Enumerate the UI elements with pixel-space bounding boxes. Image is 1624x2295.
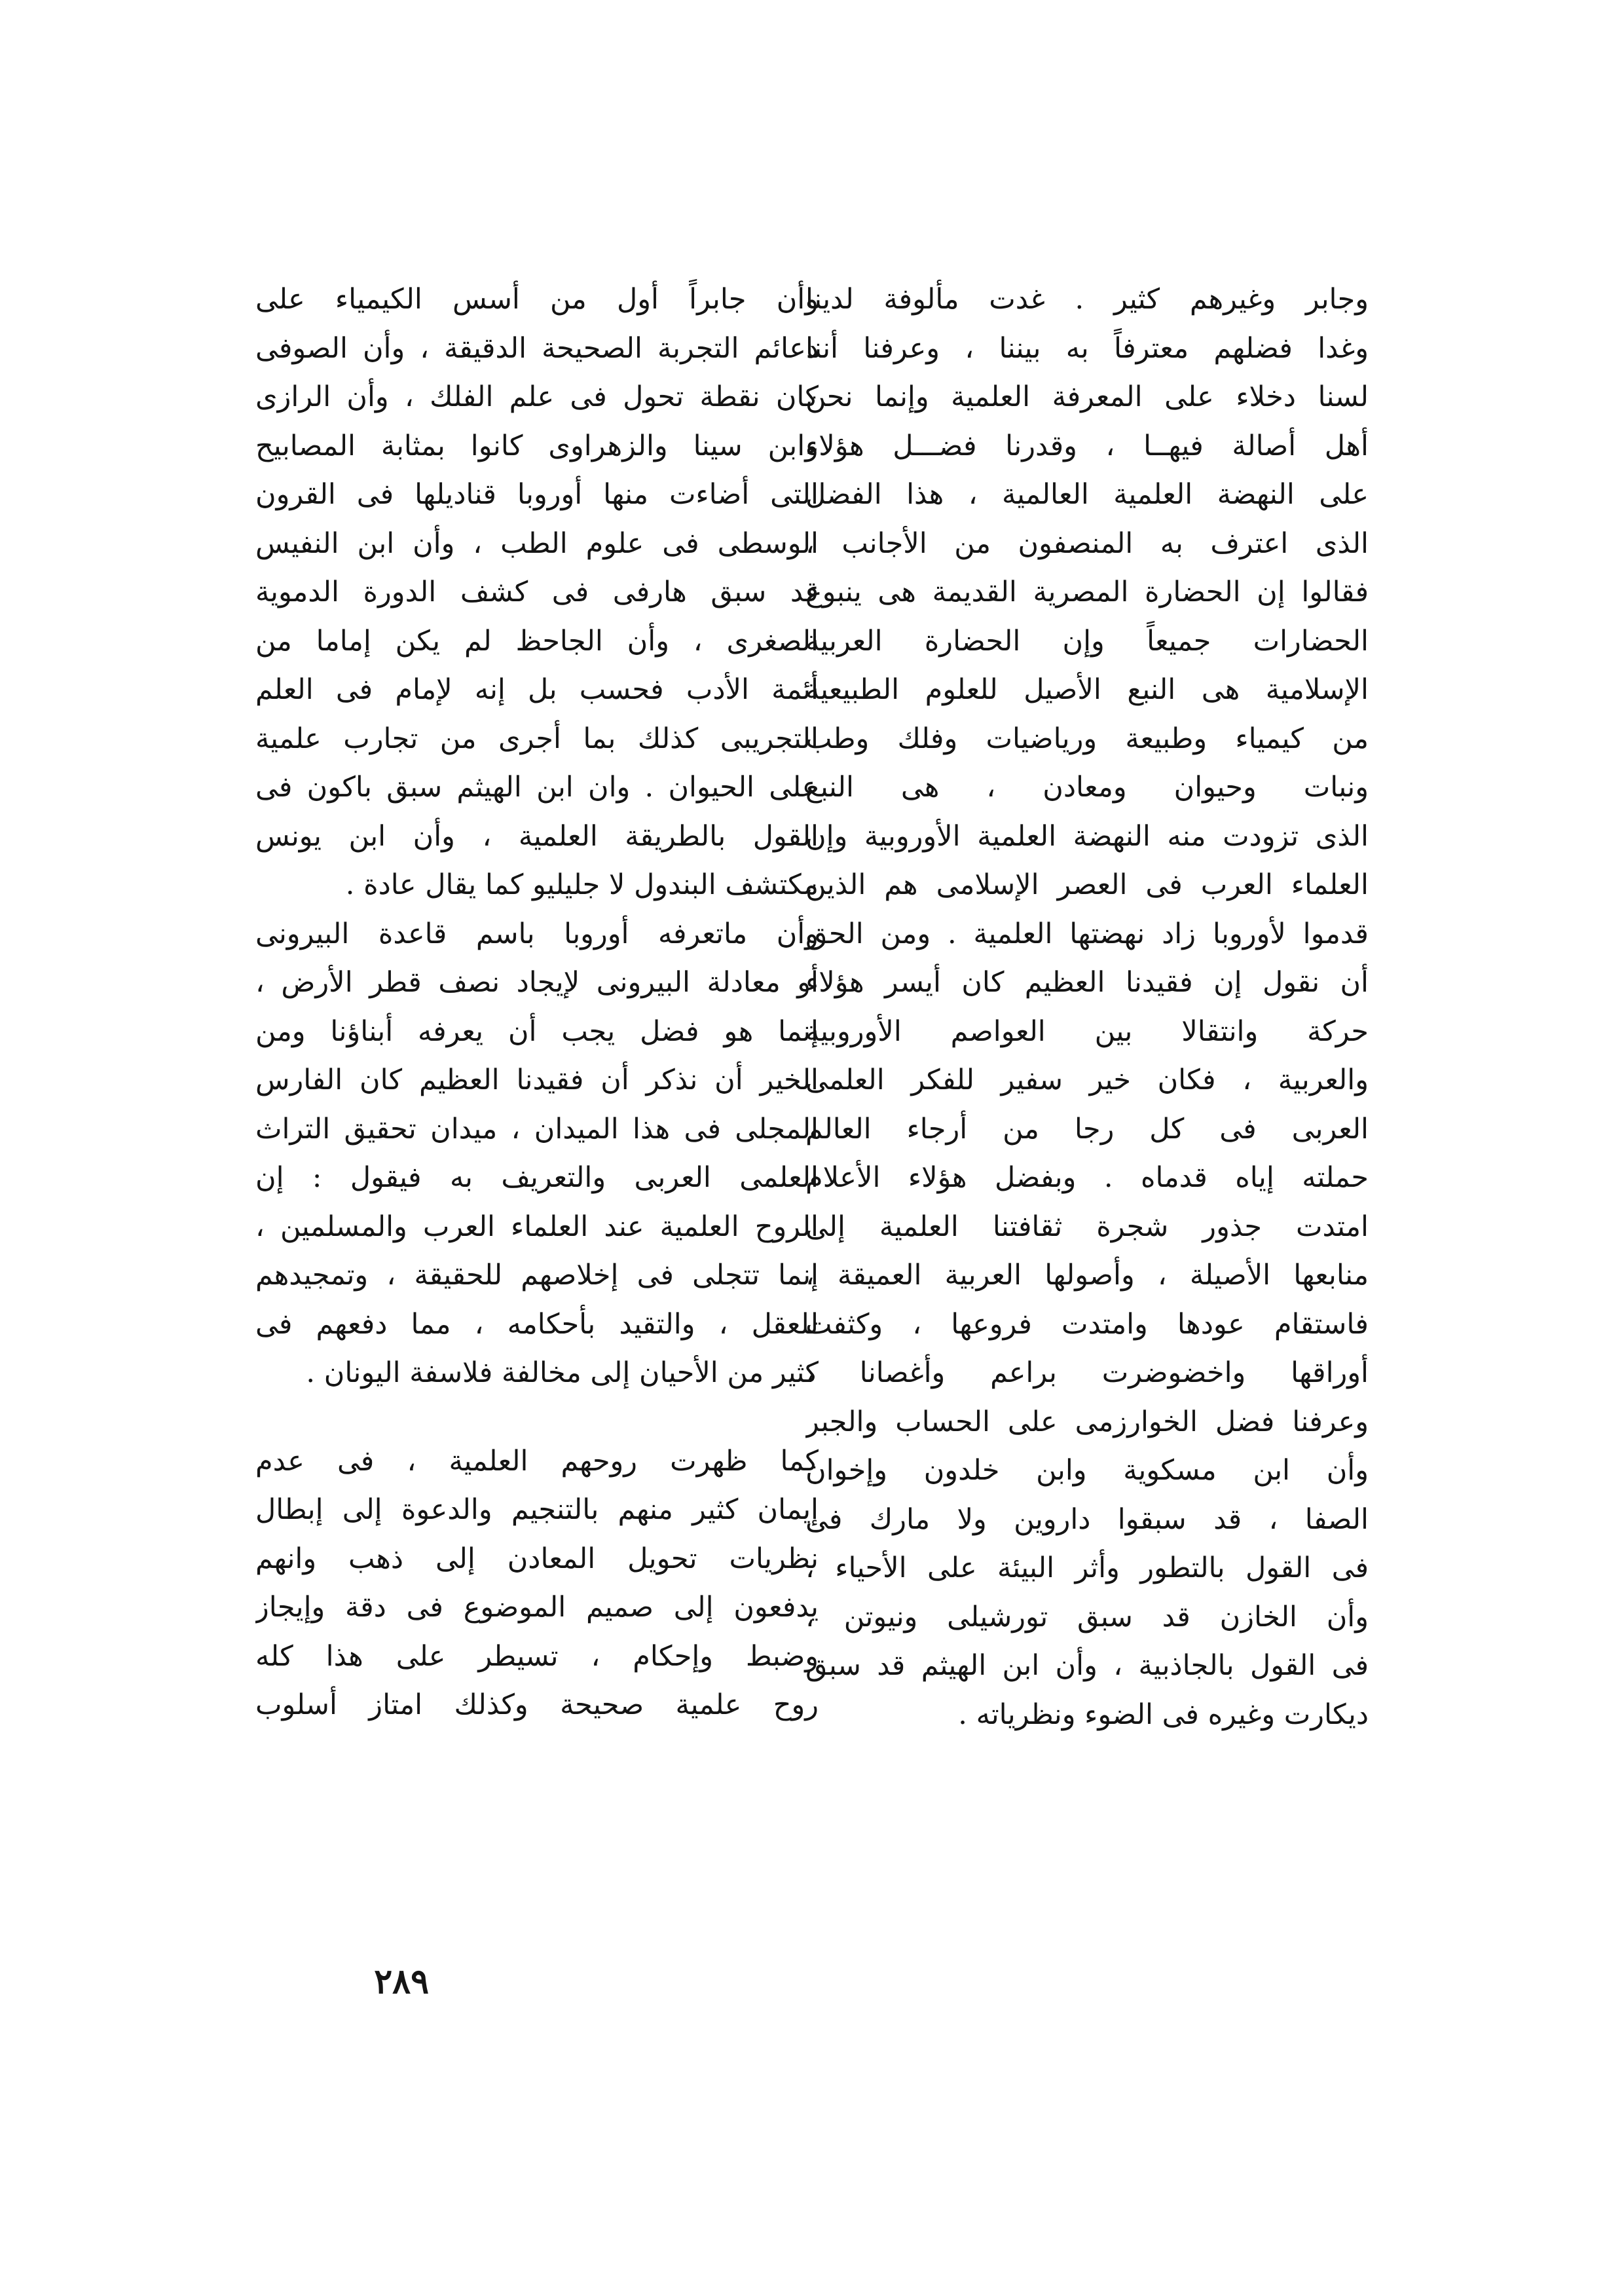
text-line: الإسلامية هى النبع الأصيل للعلوم الطبيعية [805, 673, 1369, 706]
text-line: وجابر وغيرهم كثير . غدت مألوفة لدينا [805, 283, 1369, 316]
text-line: مكتشف البندول لا جليليو كما يقال عادة . [345, 868, 819, 901]
text-line: وأن جابراً أول من أسس الكيمياء على [255, 283, 819, 316]
text-line: وضبط وإحكام ، تسيطر على هذا كله [255, 1639, 819, 1673]
text-line: قدموا لأوروبا زاد نهضتها العلمية . ومن الحق [805, 917, 1369, 950]
text-line: وأن الخازن قد سبق تورشيلى ونيوتن ، [805, 1600, 1369, 1633]
text-line: أهل أصالة فيهــا ، وقدرنا فضـــل هؤلاء [805, 429, 1369, 462]
paragraph-spacer [255, 1398, 819, 1437]
text-line: العربى فى كل رجا من أرجاء العالم [805, 1112, 1369, 1146]
text-line: والعربية ، فكان خير سفير للفكر العلمى [805, 1064, 1369, 1096]
text-line: فى القول بالجاذبية ، وأن ابن الهيثم قد سبق [805, 1649, 1369, 1682]
text-line: ديكارت وغيره فى الضوء ونظرياته . [958, 1698, 1369, 1731]
text-line: امتدت جذور شجرة ثقافتنا العلمية إلى [805, 1210, 1369, 1243]
text-line: حملته إياه قدماه . وبفضل هؤلاء الأعلام [805, 1161, 1369, 1194]
text-line: كان نقطة تحول فى علم الفلك ، وأن الرازى [255, 381, 819, 413]
text-line: إنما هو فضل يجب أن يعرفه أبناؤنا ومن [255, 1015, 819, 1048]
text-line: وغدا فضلهم معترفاً به بيننا ، وعرفنا أننا [805, 331, 1369, 365]
text-line: نظريات تحويل المعادن إلى ذهب وانهم [255, 1542, 819, 1575]
text-line: وأن ابن مسكوية وابن خلدون وإخوان [805, 1454, 1369, 1487]
text-line: يدفعون إلى صميم الموضوع فى دقة وإيجاز [255, 1591, 819, 1624]
text-line: كما ظهرت روحهم العلمية ، فى عدم [255, 1444, 819, 1478]
text-line: وعرفنا فضل الخوارزمى على الحساب والجبر [805, 1405, 1369, 1438]
left-text-column [255, 275, 819, 1730]
page-number: ٢٨٩ [374, 1962, 429, 2002]
text-line: وابن سينا والزهراوى كانوا بمثابة المصابيح [255, 429, 819, 462]
text-line: أو معادلة البيرونى لإيجاد نصف قطر الأرض ، [255, 966, 819, 999]
text-line: وأن ماتعرفه أوروبا باسم قاعدة البيرونى [255, 917, 819, 950]
text-line: فى القول بالتطور وأثر البيئة على الأحياء ، [805, 1552, 1369, 1584]
text-line: حركة وانتقالا بين العواصم الأوروبية [805, 1015, 1369, 1048]
text-line: الذى تزودت منه النهضة العلمية الأوروبية وإن [805, 819, 1369, 853]
text-line: روح علمية صحيحة وكذلك امتاز أسلوب [255, 1689, 819, 1721]
text-line: على الحيوان . وان ابن الهيثم سبق باكون فى [255, 771, 819, 804]
text-line: المجلى فى هذا الميدان ، ميدان تحقيق التراث [255, 1112, 819, 1146]
text-line: فاستقام عودها وامتدت فروعها ، وكثفت [805, 1307, 1369, 1341]
paragraph-1 [255, 275, 819, 1398]
text-line: على النهضة العلمية العالمية ، هذا الفضل [805, 478, 1369, 511]
text-line: إنما تتجلى فى إخلاصهم للحقيقة ، وتمجيدهم [255, 1259, 819, 1292]
text-line: القول بالطريقة العلمية ، وأن ابن يونس [255, 819, 819, 853]
text-line: التجريبى كذلك بما أجرى من تجارب علمية [255, 722, 819, 755]
text-line: من كيمياء وطبيعة ورياضيات وفلك وطب [805, 722, 1369, 755]
text-line: كثير من الأحيان إلى مخالفة فلاسفة اليونان . [306, 1356, 819, 1389]
text-line: دعائم التجربة الصحيحة الدقيقة ، وأن الصوفى [255, 331, 819, 365]
text-line: الروح العلمية عند العلماء العرب والمسلمين ، [255, 1210, 819, 1243]
text-line: لسنا دخلاء على المعرفة العلمية وإنما نحن [805, 381, 1369, 413]
text-line: الصفا ، قد سبقوا داروين ولا مارك فى [805, 1502, 1369, 1536]
text-line: أوراقها واخضوضرت براعم وأغصانا ، [805, 1356, 1369, 1389]
text-line: فقالوا إن الحضارة المصرية القديمة هى ينبوع [805, 576, 1369, 608]
text-line: العلمى العربى والتعريف به فيقول : إن [255, 1161, 819, 1194]
text-line: التى أضاءت منها أوروبا قناديلها فى القرون [255, 478, 819, 511]
paragraph-2 [255, 1437, 819, 1730]
text-line: إيمان كثير منهم بالتنجيم والدعوة إلى إبطال [255, 1493, 819, 1526]
text-line: العلماء العرب فى العصر الإسلامى هم الذين [805, 868, 1369, 901]
text-line: الصغرى ، وأن الجاحظ لم يكن إماما من [255, 624, 819, 658]
text-line: الذى اعترف به المنصفون من الأجانب ، [805, 527, 1369, 560]
text-line: ونبات وحيوان ومعادن ، هى النبع [805, 771, 1369, 804]
text-line: أن نقول إن فقيدنا العظيم كان أيسر هؤلاء [805, 966, 1369, 999]
text-line: أئمة الأدب فحسب بل إنه لإمام فى العلم [255, 673, 819, 706]
text-line: منابعها الأصيلة ، وأصولها العربية العميقة ، [805, 1259, 1369, 1292]
right-text-column [805, 275, 1369, 1739]
text-line: للعقل ، والتقيد بأحكامه ، مما دفعهم فى [255, 1307, 819, 1341]
text-line: الوسطى فى علوم الطب ، وأن ابن النفيس [255, 527, 819, 560]
text-line: الخير أن نذكر أن فقيدنا العظيم كان الفارس [255, 1064, 819, 1096]
text-line: الحضارات جميعاً وإن الحضارة العربية [805, 624, 1369, 658]
text-line: قد سبق هارفى فى كشف الدورة الدموية [255, 576, 819, 608]
